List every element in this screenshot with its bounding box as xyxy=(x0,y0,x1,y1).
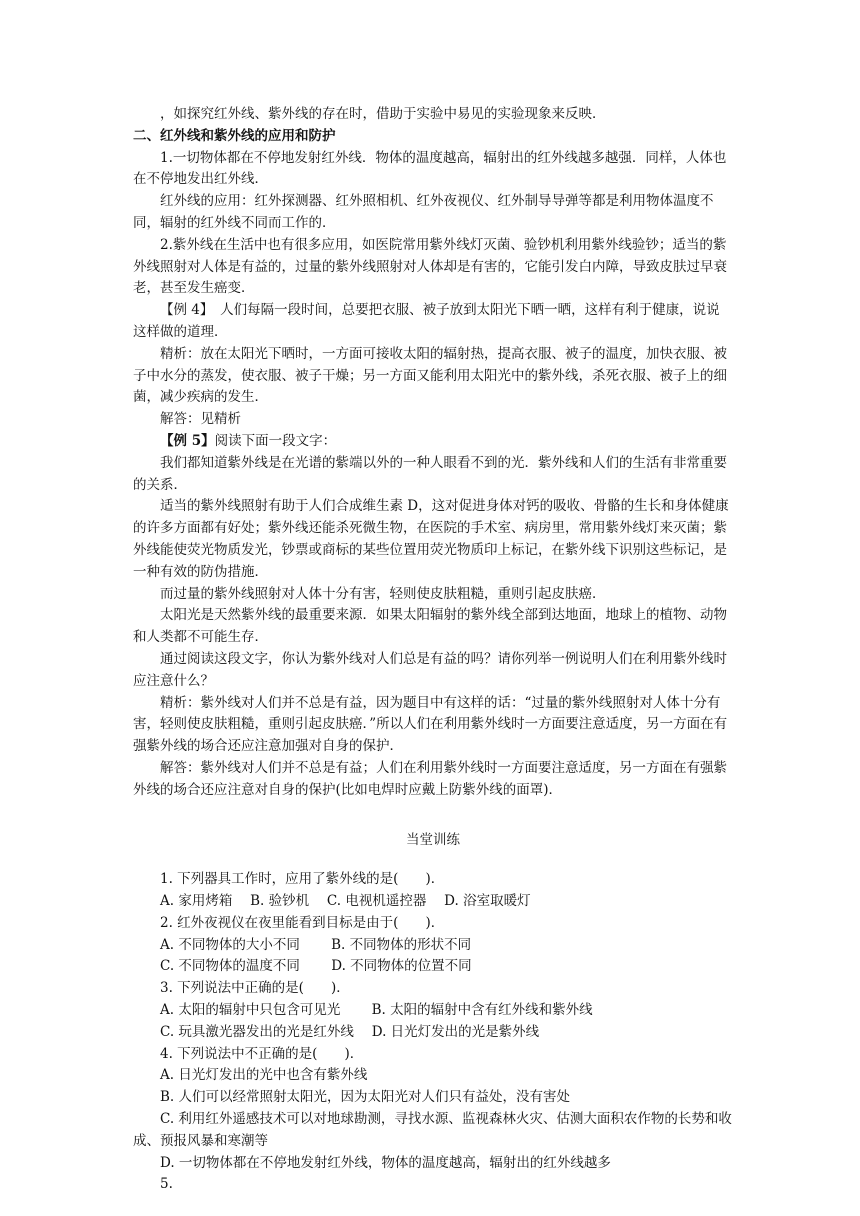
question-3-options: A. 太阳的辐射中只包含可见光 B. 太阳的辐射中含有红外线和紫外线 xyxy=(160,1002,593,1019)
example-4-analysis: 精析：放在太阳光下晒时，一方面可接收太阳的辐射热，提高衣服、被子的温度，加快衣服、被子中水分的蒸发，使衣服、被子干燥；另一方面又能利用太阳光中的紫外线，杀死衣服、被子上的细菌，减少疾病的发生． xyxy=(133,345,727,406)
section-paragraph: 1.一切物体都在不停地发射红外线．物体的温度越高，辐射出的红外线越多越强．同样，人体也在不停地发出红外线． xyxy=(133,149,727,188)
section-heading: 二、红外线和紫外线的应用和防护 xyxy=(133,127,336,144)
example-5-label: 【例 5】 xyxy=(160,432,215,449)
question-2: 2. 红外夜视仪在夜里能看到目标是由于( )． xyxy=(160,914,445,931)
example-5-question: 通过阅读这段文字，你认为紫外线对人们总是有益的吗？请你列举一例说明人们在利用紫外线时应注意什么？ xyxy=(133,650,727,689)
intro-line: ，如探究红外线、紫外线的存在时，借助于实验中易见的实验现象来反映． xyxy=(160,106,606,122)
question-2-options: A. 不同物体的大小不同 B. 不同物体的形状不同 xyxy=(160,936,472,953)
question-3-options: C. 玩具激光器发出的光是红外线 D. 日光灯发出的光是紫外线 xyxy=(160,1023,540,1040)
question-2-options: C. 不同物体的温度不同 D. 不同物体的位置不同 xyxy=(160,958,472,975)
question-4-option-a: A. 日光灯发出的光中也含有紫外线 xyxy=(160,1067,368,1084)
example-4-label: 【例 4】 xyxy=(160,302,207,319)
example-4-answer: 解答：见精析 xyxy=(160,411,241,428)
passage-paragraph: 太阳光是天然紫外线的最重要来源．如果太阳辐射的紫外线全部到达地面，地球上的植物、动物和人类都不可能生存． xyxy=(133,607,727,646)
practice-title: 当堂训练 xyxy=(406,831,460,848)
example-4-text: 人们每隔一段时间，总要把衣服、被子放到太阳光下晒一晒，这样有利于健康，说说这样做的道理． xyxy=(133,302,720,340)
example-5-analysis: 精析：紫外线对人们并不总是有益，因为题目中有这样的话：“过量的紫外线照射对人体十分有害，轻则使皮肤粗糙，重则引起皮肤癌．”所以人们在利用紫外线时一方面要注意适度，另一方面在有强紫外线的场合还应注意加强对自身的保护． xyxy=(133,694,728,755)
section-paragraph: 2.紫外线在生活中也有很多应用，如医院常用紫外线灯灭菌、验钞机利用紫外线验钞；适当的紫外线照射对人体是有益的，过量的紫外线照射对人体却是有害的，它能引发白内障，导致皮肤过早衰老，甚至发生癌变． xyxy=(133,236,727,297)
question-3: 3. 下列说法中正确的是( )． xyxy=(160,980,350,997)
question-1: 1. 下列器具工作时，应用了紫外线的是( )． xyxy=(160,871,445,888)
question-1-options: A. 家用烤箱 B. 验钞机 C. 电视机遥控器 D. 浴室取暖灯 xyxy=(160,893,531,910)
example-5-intro-text: 阅读下面一段文字： xyxy=(214,432,337,449)
example-5-answer: 解答：紫外线对人们并不总是有益；人们在利用紫外线时一方面要注意适度，另一方面在有强紫外线的场合还应注意对自身的保护(比如电焊时应戴上防紫外线的面罩)． xyxy=(133,759,727,798)
document-body xyxy=(133,104,733,1196)
passage-paragraph: 适当的紫外线照射有助于人们合成维生素 D，这对促进身体对钙的吸收、骨骼的生长和身体健康的许多方面都有好处；紫外线还能杀死微生物，在医院的手术室、病房里，常用紫外线灯来灭菌；紫外线能使荧光物质发光，钞票或商标的某些位置用荧光物质印上标记，在紫外线下识别这些标记，是一种有效的防伪措施． xyxy=(133,498,729,580)
passage-paragraph: 而过量的紫外线照射对人体十分有害，轻则使皮肤粗糙，重则引起皮肤癌． xyxy=(160,585,606,602)
question-4-option-c: C. 利用红外遥感技术可以对地球勘测，寻找水源、监视森林火灾、估测大面积农作物的长势和收成、预报风暴和寒潮等 xyxy=(133,1111,732,1149)
question-5: 5. xyxy=(160,1176,173,1193)
example-5-intro xyxy=(133,431,733,453)
passage-paragraph: 我们都知道紫外线是在光谱的紫端以外的一种人眼看不到的光．紫外线和人们的生活有非常重要的关系． xyxy=(133,454,727,493)
question-4: 4. 下列说法中不正确的是( )． xyxy=(160,1045,364,1062)
example-4-question xyxy=(133,300,733,344)
section-paragraph: 红外线的应用：红外探测器、红外照相机、红外夜视仪、红外制导导弹等都是利用物体温度不同，辐射的红外线不同而工作的． xyxy=(133,193,714,231)
question-4-option-d: D. 一切物体都在不停地发射红外线，物体的温度越高，辐射出的红外线越多 xyxy=(160,1154,611,1171)
question-4-option-b: B. 人们可以经常照射太阳光，因为太阳光对人们只有益处，没有害处 xyxy=(160,1089,571,1106)
